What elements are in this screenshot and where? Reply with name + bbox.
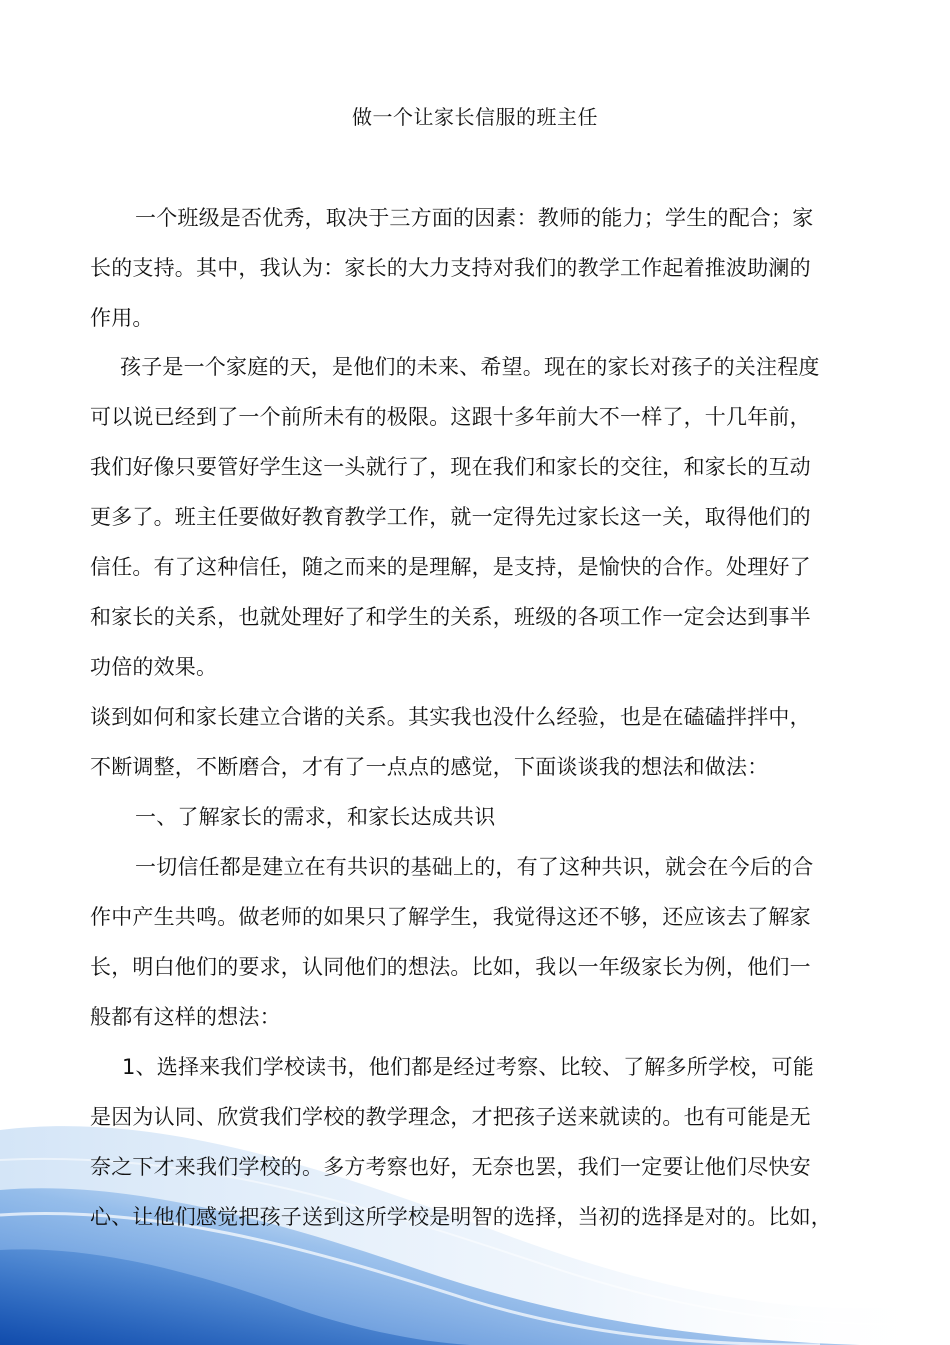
paragraph-line: 是因为认同、欣赏我们学校的教学理念，才把孩子送来就读的。也有可能是无 (90, 1105, 811, 1129)
paragraph-line: 谈到如何和家长建立合谐的关系。其实我也没什么经验，也是在磕磕拌拌中， (90, 705, 811, 729)
paragraph-line: 和家长的关系，也就处理好了和学生的关系，班级的各项工作一定会达到事半 (90, 605, 811, 629)
paragraph-line: 般都有这样的想法： (90, 1005, 281, 1029)
document-title: 做一个让家长信服的班主任 (352, 105, 598, 129)
paragraph-line: 一切信任都是建立在有共识的基础上的，有了这种共识，就会在今后的合 (135, 855, 814, 879)
paragraph-line: 心、让他们感觉把孩子送到这所学校是明智的选择，当初的选择是对的。比如， (90, 1205, 832, 1229)
section-heading: 一、了解家长的需求，和家长达成共识 (135, 805, 496, 829)
paragraph-line: 奈之下才来我们学校的。多方考察也好，无奈也罢，我们一定要让他们尽快安 (90, 1155, 811, 1179)
paragraph-line: 长的支持。其中，我认为：家长的大力支持对我们的教学工作起着推波助澜的 (90, 256, 811, 280)
paragraph-line: 长，明白他们的要求，认同他们的想法。比如，我以一年级家长为例，他们一 (90, 955, 811, 979)
paragraph-line: 一个班级是否优秀，取决于三方面的因素：教师的能力；学生的配合；家 (135, 206, 814, 230)
paragraph-line: 孩子是一个家庭的天，是他们的未来、希望。现在的家长对孩子的关注程度 (120, 355, 820, 379)
paragraph-line: 功倍的效果。 (90, 655, 218, 679)
paragraph-line: 1、选择来我们学校读书，他们都是经过考察、比较、了解多所学校，可能 (122, 1055, 814, 1079)
paragraph-line: 信任。有了这种信任，随之而来的是理解，是支持，是愉快的合作。处理好了 (90, 555, 811, 579)
paragraph-line: 我们好像只要管好学生这一头就行了，现在我们和家长的交往，和家长的互动 (90, 455, 811, 479)
paragraph-line: 不断调整，不断磨合，才有了一点点的感觉，下面谈谈我的想法和做法： (90, 755, 769, 779)
paragraph-line: 更多了。班主任要做好教育教学工作，就一定得先过家长这一关，取得他们的 (90, 505, 811, 529)
paragraph-line: 作中产生共鸣。做老师的如果只了解学生，我觉得这还不够，还应该去了解家 (90, 905, 811, 929)
paragraph-line: 可以说已经到了一个前所未有的极限。这跟十多年前大不一样了，十几年前， (90, 405, 811, 429)
paragraph-line: 作用。 (90, 306, 154, 330)
